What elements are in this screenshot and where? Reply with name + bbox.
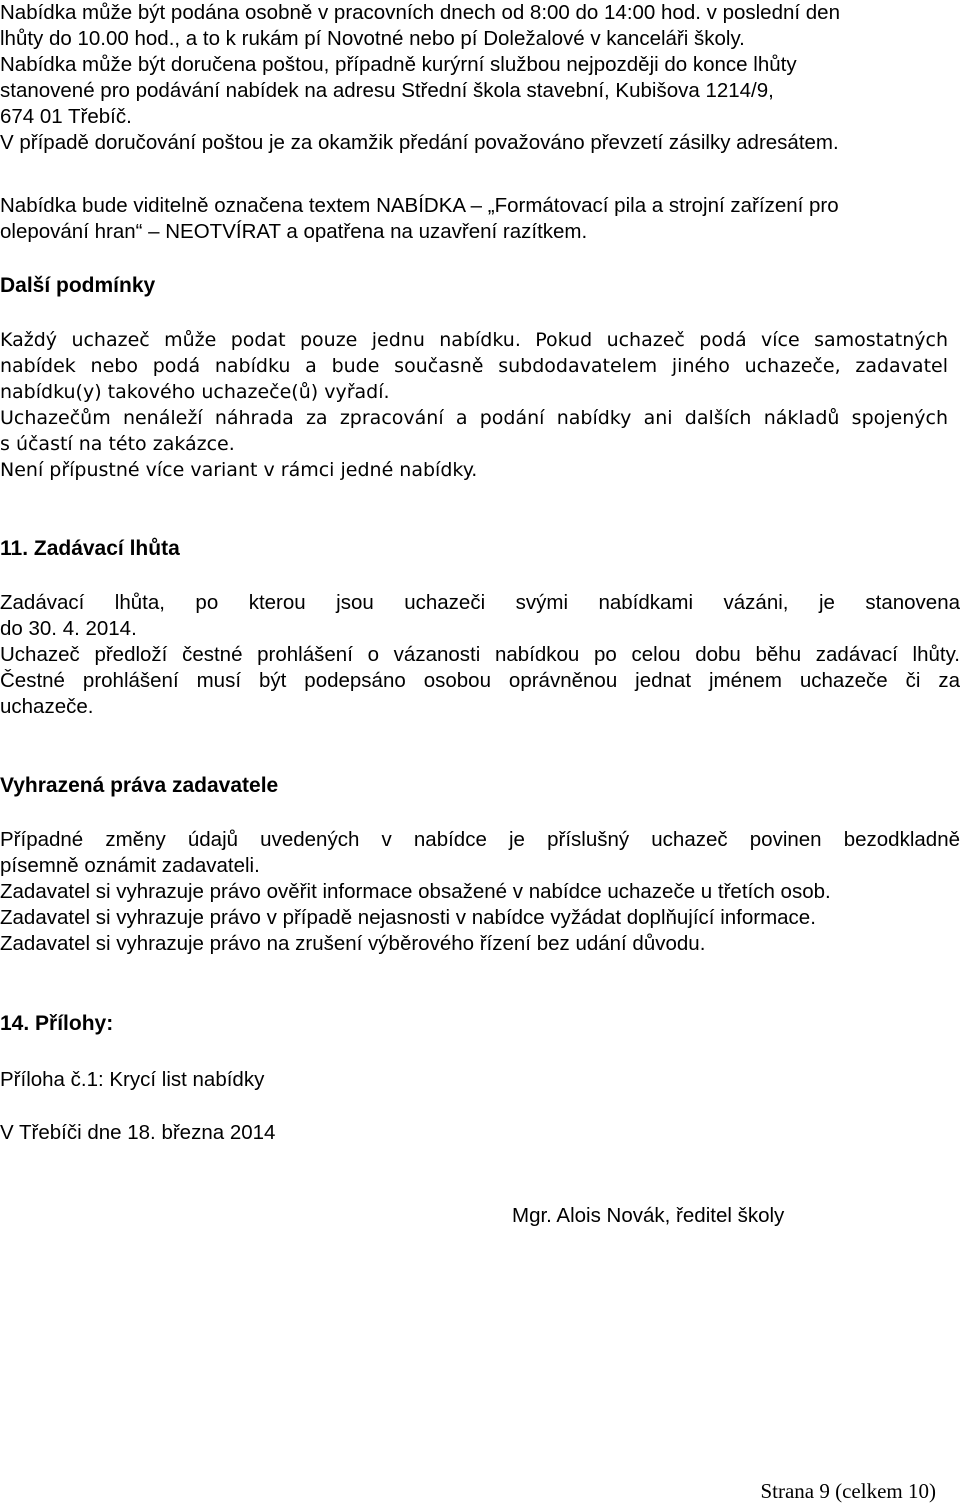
text-line: uchazeče. [0,695,94,718]
text-line: 674 01 Třebíč. [0,105,132,128]
submission-paragraph [0,0,960,156]
text-line: Není přípustné více variant v rámci jedné nabídky. [0,459,478,481]
text-line: nabídku(y) takového uchazeče(ů) vyřadí. [0,381,390,403]
conditions-paragraph [0,327,948,483]
text-line: Nabídka může být doručena poštou, případně kurýrní službou nejpozději do konce lhůty [0,53,797,76]
text-line: Zadavatel si vyhrazuje právo ověřit informace obsažené v nabídce uchazeče u třetích osob. [0,880,831,903]
deadline-paragraph [0,590,960,720]
text-line: Nabídka bude viditelně označena textem NABÍDKA – „Formátovací pila a strojní zařízení pro [0,194,839,217]
attachment-line: Příloha č.1: Krycí list nabídky [0,1068,265,1091]
text-line: Nabídka může být podána osobně v pracovních dnech od 8:00 do 14:00 hod. v poslední den [0,1,840,24]
heading-zadavaci-lhuta: 11. Zadávací lhůta [0,537,180,560]
text-line: Zadavatel si vyhrazuje právo na zrušení výběrového řízení bez udání důvodu. [0,932,706,955]
date-line: V Třebíči dne 18. března 2014 [0,1121,276,1144]
text-line: Každý uchazeč může podat pouze jednu nabídku. Pokud uchazeč podá více samostatných [0,329,948,351]
text-line: Případné změny údajů uvedených v nabídce je příslušný uchazeč povinen bezodkladně [0,828,960,851]
text-line: lhůty do 10.00 hod., a to k rukám pí Novotné nebo pí Doležalové v kanceláři školy. [0,27,745,50]
text-line: nabídek nebo podá nabídku a bude současně subdodavatelem jiného uchazeče, zadavatel [0,355,948,377]
text-line: Uchazečům nenáleží náhrada za zpracování a podání nabídky ani dalších nákladů spojených [0,407,948,429]
heading-vyhrazena-prava: Vyhrazená práva zadavatele [0,774,279,797]
text-line: Čestné prohlášení musí být podepsáno osobou oprávněnou jednat jménem uchazeče či za [0,669,960,692]
text-line: V případě doručování poštou je za okamžik předání považováno převzetí zásilky adresátem. [0,131,839,154]
text-line: olepování hran“ – NEOTVÍRAT a opatřena na uzavření razítkem. [0,220,588,243]
text-line: Uchazeč předloží čestné prohlášení o vázanosti nabídkou po celou dobu běhu zadávací lhůty. [0,643,960,666]
labeling-paragraph [0,193,960,245]
text-line: s účastí na této zakázce. [0,433,235,455]
text-line: do 30. 4. 2014. [0,617,137,640]
heading-prilohy: 14. Přílohy: [0,1012,114,1035]
page-number-footer: Strana 9 (celkem 10) [760,1479,936,1503]
heading-dalsi-podminky: Další podmínky [0,274,156,297]
text-line: písemně oznámit zadavateli. [0,854,260,877]
text-line: stanovené pro podávání nabídek na adresu Střední škola stavební, Kubišova 1214/9, [0,79,774,102]
signature-line: Mgr. Alois Novák, ředitel školy [512,1204,785,1227]
text-line: Zadavatel si vyhrazuje právo v případě nejasnosti v nabídce vyžádat doplňující informace. [0,906,816,929]
text-line: Zadávací lhůta, po kterou jsou uchazeči svými nabídkami vázáni, je stanovena [0,591,960,614]
rights-paragraph [0,827,960,957]
